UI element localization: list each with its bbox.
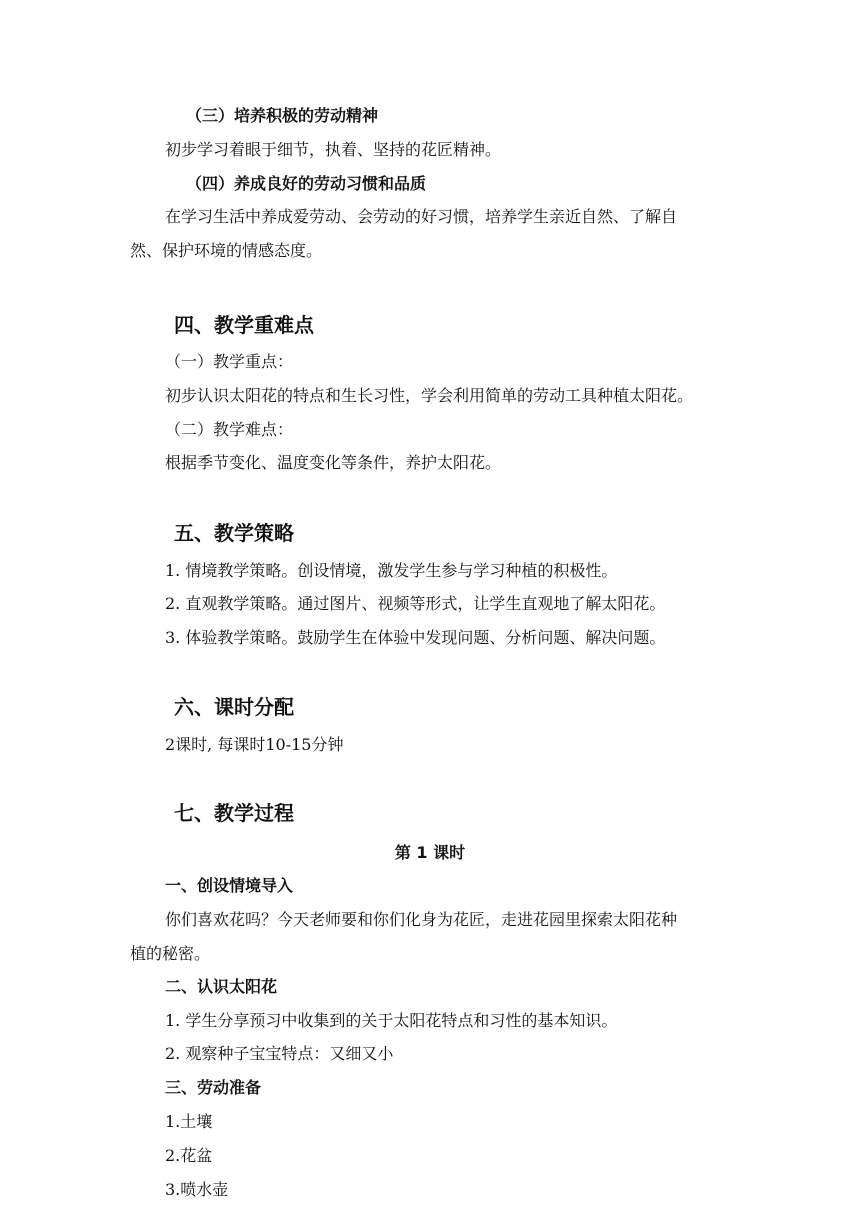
schedule-text: 2课时, 每课时10-15分钟 (165, 735, 344, 754)
focus-label: （一）教学重点： (165, 352, 294, 371)
step-1-line-2: 植的秘密。 (130, 944, 211, 963)
step-3-item: 1.土壤 (165, 1112, 213, 1131)
strategies-title: 五、教学策略 (174, 521, 294, 545)
step-2-item: 2. 观察种子宝宝特点：又细又小 (165, 1044, 394, 1063)
step-2-item: 1. 学生分享预习中收集到的关于太阳花特点和习性的基本知识。 (165, 1011, 618, 1030)
strategy-item: 2. 直观教学策略。通过图片、视频等形式，让学生直观地了解太阳花。 (165, 594, 666, 613)
step-1-line-1: 你们喜欢花吗？今天老师要和你们化身为花匠，走进花园里探索太阳花种 (165, 910, 678, 929)
step-3-item: 2.花盆 (165, 1146, 213, 1165)
strategy-item: 1. 情境教学策略。创设情境，激发学生参与学习种植的积极性。 (165, 561, 618, 580)
step-2-title: 二、认识太阳花 (165, 977, 278, 996)
section-4-heading: （四）养成良好的劳动习惯和品质 (186, 174, 427, 193)
difficulty-label: （二）教学难点： (165, 420, 294, 439)
difficulty-text: 根据季节变化、温度变化等条件，养护太阳花。 (165, 453, 502, 472)
section-4-body-line-1: 在学习生活中养成爱劳动、会劳动的好习惯，培养学生亲近自然、了解自 (165, 207, 678, 226)
step-3-item: 3.喷水壶 (165, 1180, 229, 1199)
step-3-title: 三、劳动准备 (165, 1078, 262, 1097)
step-1-title: 一、创设情境导入 (165, 876, 294, 895)
lesson-label: 第 1 课时 (394, 843, 466, 862)
process-title: 七、教学过程 (174, 801, 294, 825)
section-3-heading: （三）培养积极的劳动精神 (186, 106, 379, 125)
section-4-body-line-2: 然、保护环境的情感态度。 (130, 241, 323, 260)
strategy-item: 3. 体验教学策略。鼓励学生在体验中发现问题、分析问题、解决问题。 (165, 628, 666, 647)
schedule-title: 六、课时分配 (174, 695, 294, 719)
focus-text: 初步认识太阳花的特点和生长习性，学会利用简单的劳动工具种植太阳花。 (165, 386, 694, 405)
key-points-title: 四、教学重难点 (174, 313, 314, 337)
section-3-body: 初步学习着眼于细节，执着、坚持的花匠精神。 (165, 140, 502, 159)
